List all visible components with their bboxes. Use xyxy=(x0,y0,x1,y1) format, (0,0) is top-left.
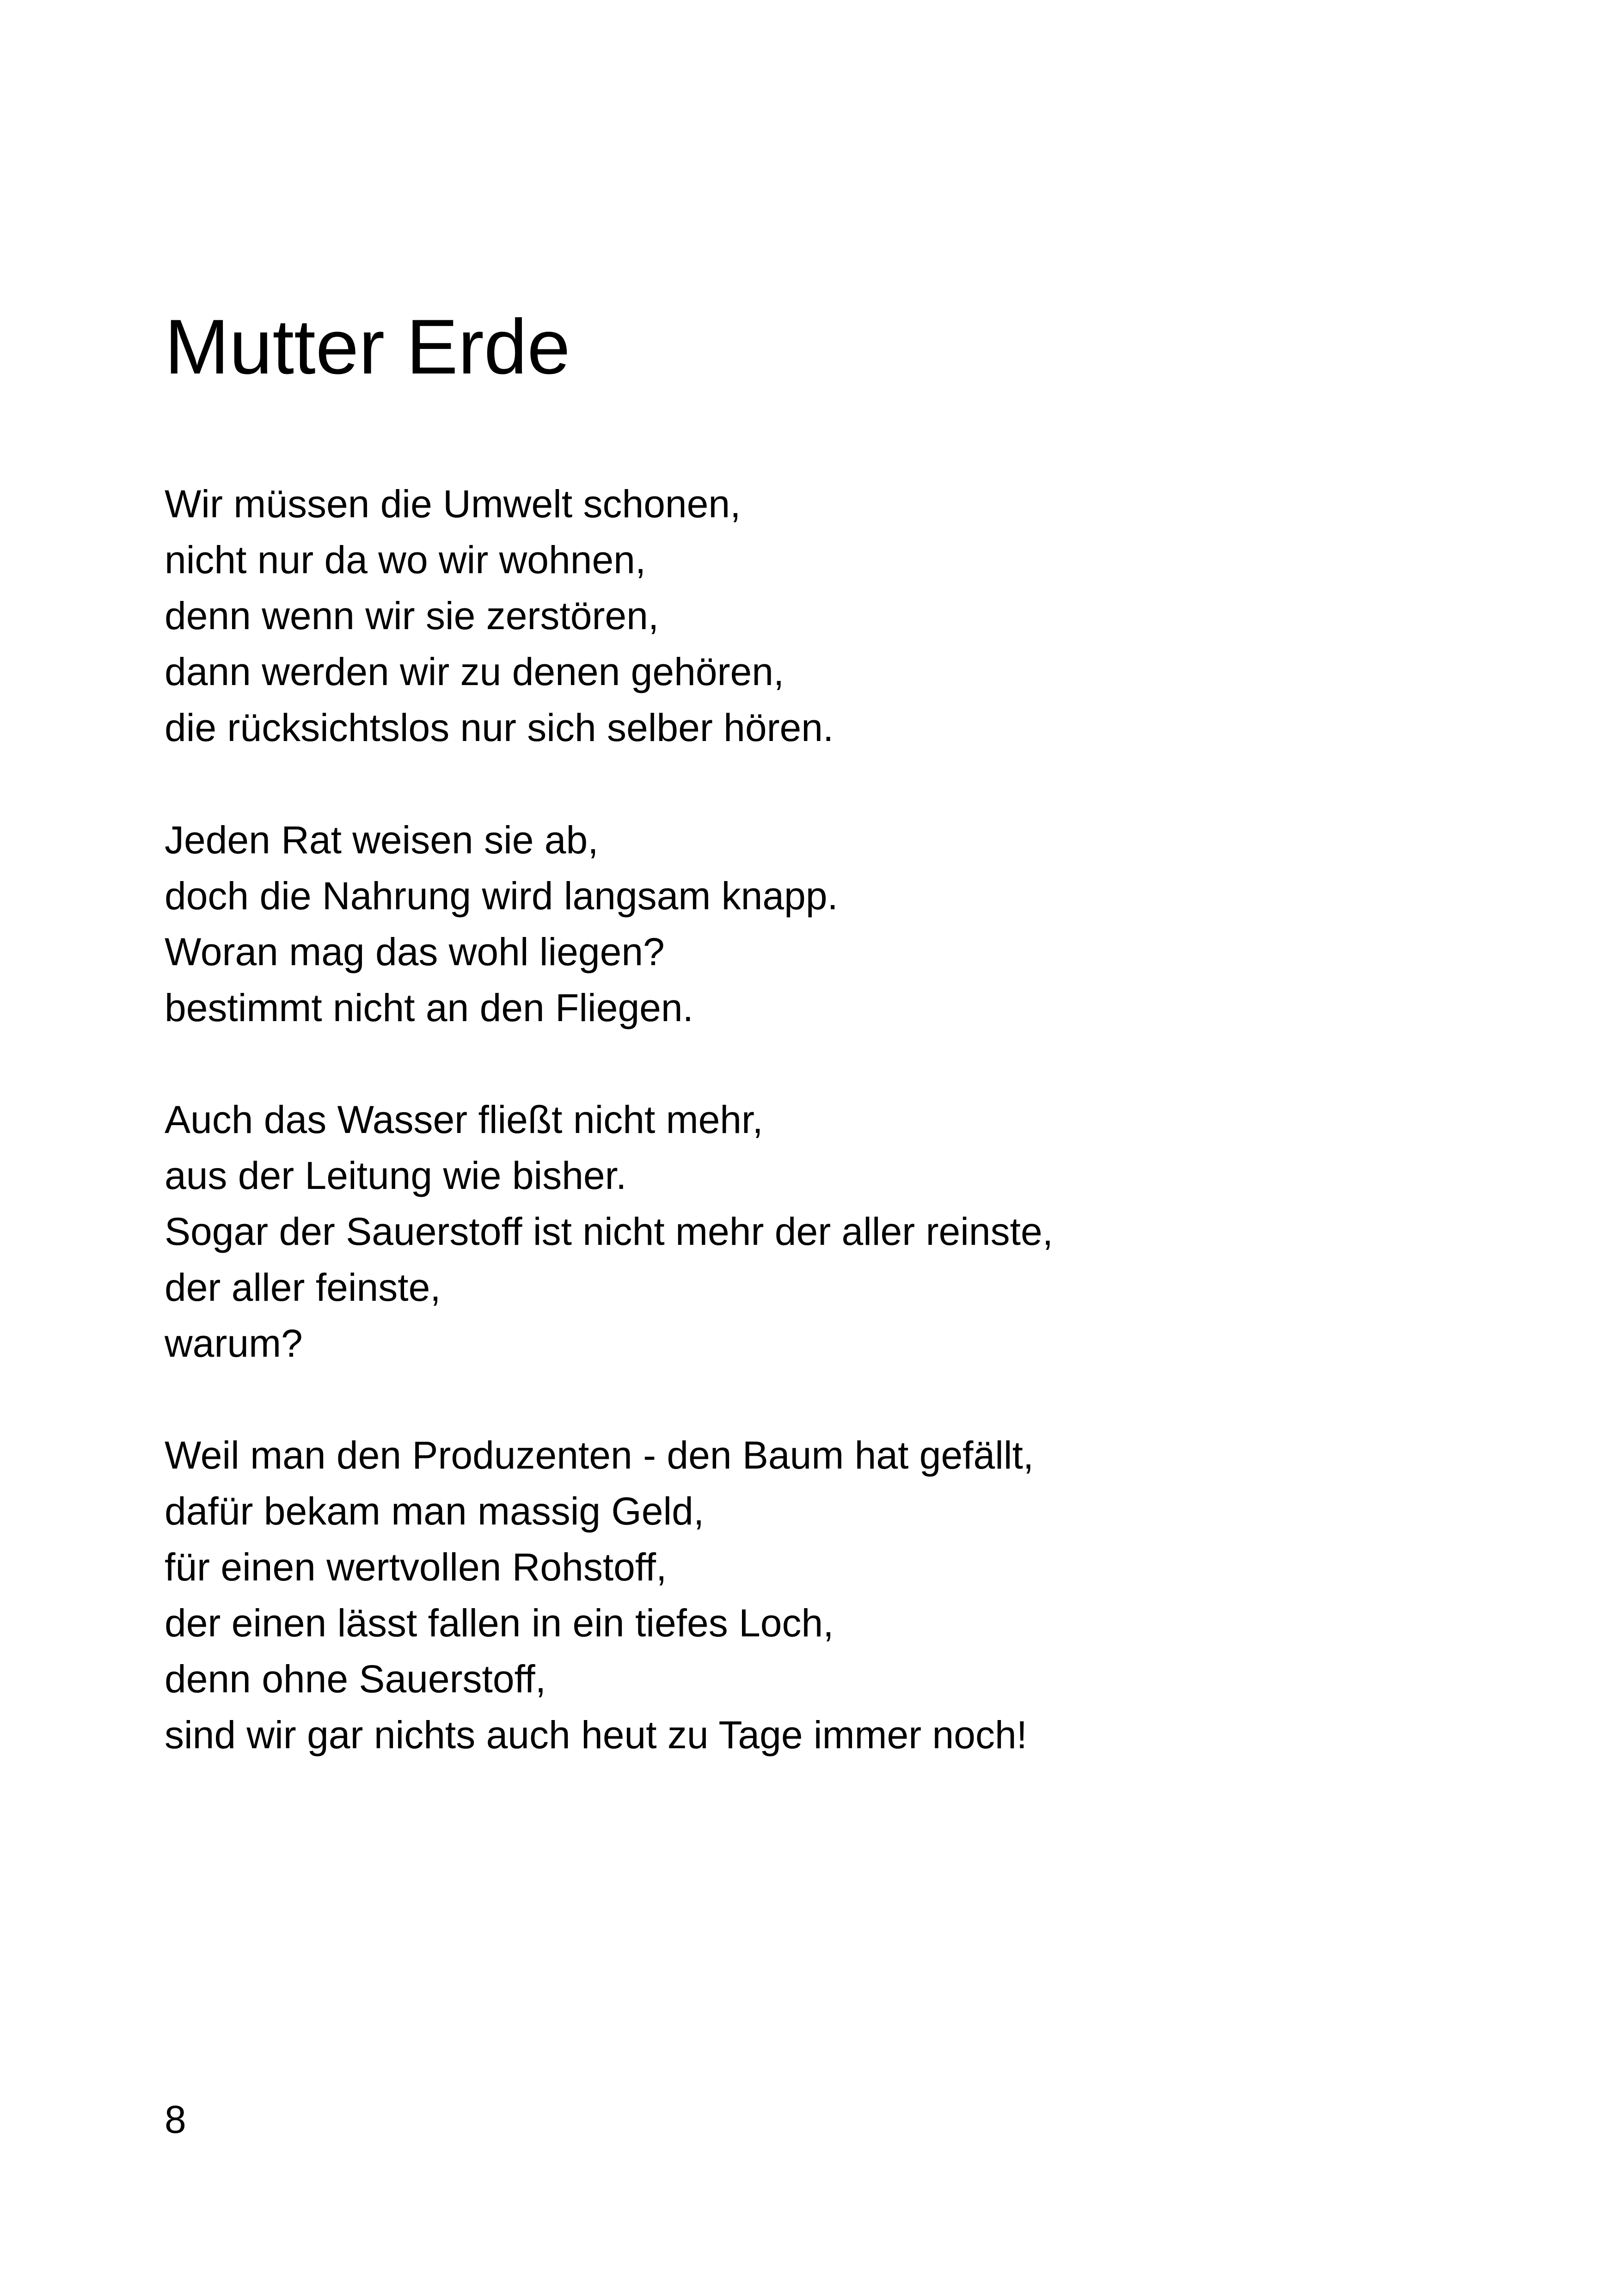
poem-line: dann werden wir zu denen gehören, xyxy=(165,650,784,693)
poem-line: Wir müssen die Umwelt schonen, xyxy=(165,482,741,526)
poem-line: denn ohne Sauerstoff, xyxy=(165,1657,546,1701)
poem-line: Auch das Wasser fließt nicht mehr, xyxy=(165,1098,763,1141)
poem-line: der einen lässt fallen in ein tiefes Loch, xyxy=(165,1601,834,1645)
poem-title: Mutter Erde xyxy=(165,303,570,390)
poem-line: dafür bekam man massig Geld, xyxy=(165,1489,705,1533)
poem-line: doch die Nahrung wird langsam knapp. xyxy=(165,874,838,918)
poem-line: Woran mag das wohl liegen? xyxy=(165,930,665,974)
poem-line: die rücksichtslos nur sich selber hören. xyxy=(165,706,834,749)
page-number: 8 xyxy=(165,2098,186,2141)
poem-line: nicht nur da wo wir wohnen, xyxy=(165,538,646,582)
poem-line: warum? xyxy=(165,1322,303,1365)
poem-line: für einen wertvollen Rohstoff, xyxy=(165,1545,667,1589)
poem-line: sind wir gar nichts auch heut zu Tage immer noch! xyxy=(165,1713,1028,1757)
poem-line: Weil man den Produzenten - den Baum hat gefällt, xyxy=(165,1433,1034,1477)
poem-line: bestimmt nicht an den Fliegen. xyxy=(165,986,693,1029)
stanza-2 xyxy=(165,812,838,1036)
poem-line: Jeden Rat weisen sie ab, xyxy=(165,818,599,862)
stanza-3 xyxy=(165,1092,1053,1371)
poem-line: der aller feinste, xyxy=(165,1266,441,1309)
stanza-4 xyxy=(165,1427,1034,1763)
poem-line: denn wenn wir sie zerstören, xyxy=(165,594,659,637)
poem-line: aus der Leitung wie bisher. xyxy=(165,1154,627,1197)
poem-line: Sogar der Sauerstoff ist nicht mehr der aller reinste, xyxy=(165,1210,1054,1253)
stanza-1 xyxy=(165,476,834,756)
